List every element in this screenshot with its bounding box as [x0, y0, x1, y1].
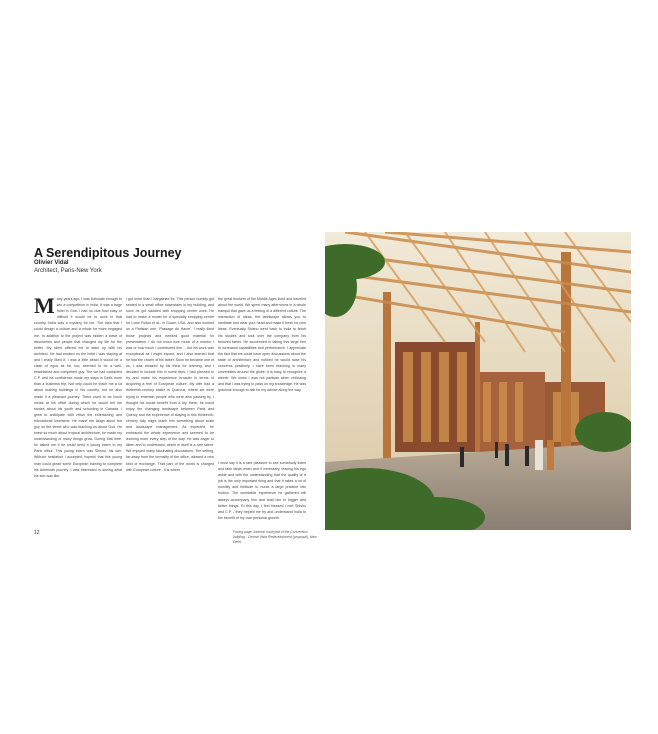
courtyard-photo — [325, 232, 631, 530]
drop-cap: M — [34, 296, 55, 318]
column-2-text: I got more than I bargained for. This person humbly got seated in a small office downstairs in my building, and soon he got saddled with shopping centre work. He had to make a model for a specialty shopping centre for Lowe Fulton et al., in Guam, USA, and also worked on a Parisian one, 'Passage du Havre'. I really liked those projects and needed good material for presentation. I do not know how much of a mentor I was or how much I contributed him ... but his work was exceptional as I might expect, and I also learned that he had the charm of his father. Soon he became one of us. I was amazed by his thirst for learning, and I decided to include him in some trips. I had planned to try and make his experience broader in terms of acquiring a feel of European culture. My wife had a thirteenth-century castle in Quercus, where we were trying to entertain people who were also passing by. I thought his would benefit from a trip there; he could enjoy the changing landscape between Paris and Quercy and the experience of staying in this thirteenth-century folly might teach him something about scale and landscape management. As expected, he embraced the whole experience and seemed to be learning more every step of the way. He was eager to listen and to understand, which in itself is a rare talent. We enjoyed many fascinating discussions. The setting, far away from the formality of the office, allowed a new kind of exchange. That part of the world is charged with European culture - it is where — [126, 297, 214, 472]
body-column-2 — [126, 296, 214, 528]
column-1-text: any years ago, I was fortunate enough to win a competition in India. It was a large hotel in Goa. I had no clue how easy or difficult it would be to work in that country. India was a mystery for me. The idea that I could design a culture and a whole for more engaged me. In addition to the project was hidden a wave of discoveries and people that changed my life for the better. My client offered me to team up with his architect. He had worked on the hotel I was staying at and I really liked it. I was a little afraid it would be a clash of egos as he, too, seemed to be a well-established and competent guy. The we had contacted C.P. and his confidence made my stays in Delhi more than a business trip. Not only could he teach me a lot about making buildings in his country, but he also made it a pleasant journey. There used to be lunch meals at his office during which he would tell me stories about his youth and schooling in Canada. I grew to anticipate with relish the entertaining and educational lunchtime. He made me laugh about the guy on the street who was teaching us about God. He knew so much about tropical architecture, he made my understanding of many things grow. During that time, he asked me if he could send a young intern to my Paris office. This young intern was Shishu, his son. Without hesitation I accepted, hopeful that this young man could glean some European training to complete his American journey. I was interested in seeing what his son was like. — [34, 297, 122, 478]
body-column-3 — [218, 296, 306, 458]
author-name: Olivier Vidal — [34, 260, 69, 266]
body-column-1 — [34, 296, 122, 528]
body-column-4: I must say it is a rare pleasure to see somebody listen and take ideas when and if necessary, leaving his ego aside and with the understanding that the quality of a job is the only important thing and that it takes a lot of humility and fortitude to nurse a large practice into fruition. The worldwide experience he gathered will always accompany him and lead him to bigger and better things. To this day, I feel blessed I met Shishu and C.P. - they helped me try and understand India to the benefit of my own personal growth. — [218, 461, 306, 520]
article-title: A Serendipitous Journey — [34, 246, 182, 260]
caption: Facing page: Internal courtyard of the Convention building - Central Vista Redevelopment (proposal), New Delhi. — [233, 530, 317, 544]
courtyard-illustration — [325, 232, 631, 530]
author-role: Architect, Paris-New York — [34, 268, 102, 274]
column-3-text: the great thinkers of the Middle Ages lived and traveled about the world. We spent many afternoons in a whole tranquil that gave us a feeling of a different culture. The interaction of ideas, the landscape allows you to meditate and clear your head and make it fresh for new ideas. Eventually Shishu went back to India to finish his studies and took over the company from his beloved father. He succeeded in taking this large firm to increased capabilities and performance. I appreciate the fact that we could have open discussions about the state of architecture and noticed he would raise his concerns positively. I have been teaching in many universities around the globe; it is easy to recognize a winner. We knew I was not partisan when criticizing and that I was trying to pass on my knowledge. He was gracious enough to ask for my advice along the way. — [218, 297, 306, 393]
page-number: 12 — [34, 530, 40, 536]
